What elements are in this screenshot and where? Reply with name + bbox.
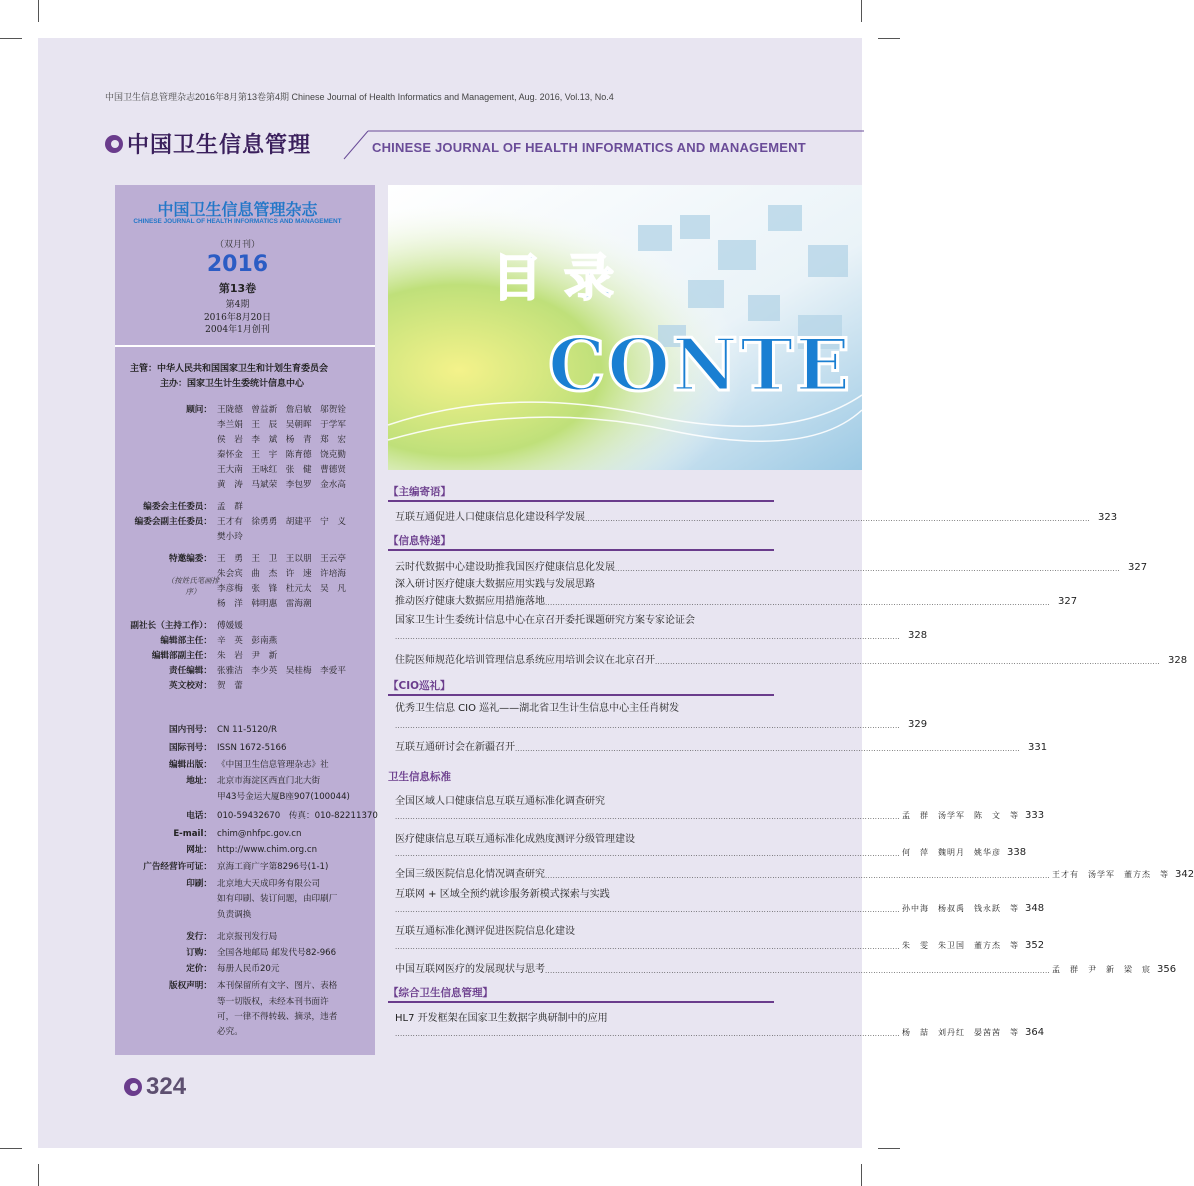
toc-leader-dots: ........................................................................................................................................................................................................ <box>545 872 1051 880</box>
toc-entry[interactable]: HL7 开发框架在国家卫生数据字典研制中的应用 <box>395 1013 608 1024</box>
toc-entry-page: 342 <box>1175 869 1194 880</box>
toc-entry[interactable] <box>395 903 1045 914</box>
pub-value: 负责调换 <box>217 910 252 920</box>
toc-entry[interactable] <box>395 865 1194 880</box>
toc-entry-page: 327 <box>1128 562 1148 573</box>
pub-label: 电话： <box>186 811 212 821</box>
pub-label: 发行： <box>186 932 212 942</box>
toc-leader-dots: ........................................................................................................................................................................................................ <box>395 850 901 858</box>
crop-mark <box>38 0 39 22</box>
toc-heading-en: CONTE <box>548 322 853 407</box>
toc-leader-dots: ........................................................................................................................................................................................................ <box>395 906 901 914</box>
pub-value: 必究。 <box>217 1027 243 1037</box>
toc-entry[interactable] <box>395 810 1045 821</box>
pub-value: 每册人民币20元 <box>217 964 280 974</box>
staff-value: 王陇德 曾益新 詹启敏 邬贺铨 <box>217 405 346 415</box>
pub-value: 如有印刷、装订问题，由印刷厂 <box>217 894 338 904</box>
toc-section: 【信息特递】 <box>388 533 774 548</box>
toc-entry-authors: 朱 雯 朱卫国 董方杰 等 <box>902 941 1020 950</box>
toc-entry-title: 全国三级医院信息化情况调查研究 <box>395 869 545 880</box>
staff-value: 辛 英 彭南燕 <box>217 636 278 646</box>
journal-frequency: （双月刊） <box>214 240 260 250</box>
logo-c-icon <box>124 1078 142 1096</box>
toc-entry[interactable] <box>395 630 928 641</box>
staff-value: 李兰娟 王 辰 吴朝晖 于学军 <box>217 420 346 430</box>
toc-entry[interactable] <box>395 651 1188 666</box>
toc-entry-title: 住院医师规范化培训管理信息系统应用培训会议在北京召开 <box>395 655 655 666</box>
toc-section: 卫生信息标准 <box>388 771 451 783</box>
staff-value: 贺 蕾 <box>217 681 243 691</box>
pub-value: 010-59432670 传真：010-82211370 <box>217 811 378 821</box>
toc-entry-page: 331 <box>1028 742 1048 753</box>
toc-entry[interactable]: 深入研讨医疗健康大数据应用实践与发展思路 <box>395 579 595 590</box>
toc-entry[interactable]: 优秀卫生信息 CIO 巡礼——湖北省卫生计生信息中心主任肖树发 <box>395 703 680 714</box>
toc-entry-authors: 孟 群 尹 新 梁 宸 <box>1052 965 1152 974</box>
staff-value: 孟 群 <box>217 502 243 512</box>
toc-entry[interactable] <box>395 1027 1045 1038</box>
toc-entry[interactable] <box>395 592 1078 607</box>
pub-label: 订购： <box>186 948 212 958</box>
special-note: （按姓氏笔画排序） <box>166 576 220 596</box>
pub-label: E-mail： <box>173 829 212 839</box>
logo-c-icon <box>105 135 123 153</box>
toc-leader-dots: ........................................................................................................................................................................................................ <box>615 565 1121 573</box>
toc-section: 【CIO巡礼】 <box>388 678 774 693</box>
toc-entry-page: 356 <box>1157 964 1177 975</box>
pub-value: 可，一律不得转载、摘录，违者 <box>217 1012 338 1022</box>
pub-label: 国际刊号： <box>169 743 212 753</box>
pub-label: 版权声明： <box>169 981 212 991</box>
crop-mark <box>861 0 862 22</box>
pub-label: 国内刊号： <box>169 725 212 735</box>
staff-value: 樊小玲 <box>217 532 243 542</box>
staff-label: 副社长（主持工作）： <box>130 621 212 631</box>
pub-value: chim@nhfpc.gov.cn <box>217 829 302 839</box>
toc-entry-title: 云时代数据中心建设助推我国医疗健康信息化发展 <box>395 562 615 573</box>
toc-leader-dots: ........................................................................................................................................................................................................ <box>545 967 1051 975</box>
toc-section: 【综合卫生信息管理】 <box>388 985 774 1000</box>
toc-entry-title: 中国互联网医疗的发展现状与思考 <box>395 964 545 975</box>
crop-mark <box>0 1148 22 1149</box>
masthead-panel <box>115 185 378 1055</box>
pub-label: 网址： <box>186 845 212 855</box>
toc-entry-page: 327 <box>1058 596 1078 607</box>
staff-value: 侯 岩 李 斌 杨 青 郑 宏 <box>217 435 346 445</box>
masthead-divider <box>115 345 375 347</box>
staff-value: 王才有 徐勇勇 胡建平 宁 义 <box>217 517 346 527</box>
toc-entry-authors: 孟 群 汤学军 陈 文 等 <box>902 811 1020 820</box>
toc-leader-dots: ........................................................................................................................................................................................................ <box>395 633 901 641</box>
pub-value: 《中国卫生信息管理杂志》社 <box>217 760 329 770</box>
toc-entry-page: 333 <box>1025 810 1045 821</box>
toc-leader-dots: ........................................................................................................................................................................................................ <box>585 515 1091 523</box>
staff-label: 编委会副主任委员： <box>134 517 212 527</box>
journal-issue: 第4期 <box>225 300 250 310</box>
masthead-supervisor: 主管：中华人民共和国国家卫生和计划生育委员会 <box>130 364 329 374</box>
toc-entry-authors: 王才有 汤学军 董方杰 等 <box>1052 870 1170 879</box>
toc-entry[interactable]: 互联互通标准化测评促进医院信息化建设 <box>395 926 575 937</box>
staff-label: 英文校对： <box>169 681 212 691</box>
staff-value: 傅媛媛 <box>217 621 243 631</box>
toc-entry-title: 推动医疗健康大数据应用措施落地 <box>395 596 545 607</box>
masthead-sponsor: 主办：国家卫生计生委统计信息中心 <box>160 379 305 389</box>
toc-entry-title: 互联互通研讨会在新疆召开 <box>395 742 515 753</box>
journal-year: 2016 <box>206 252 269 277</box>
staff-value: 朱会宾 曲 杰 许 速 许培海 <box>217 569 346 579</box>
toc-entry-authors: 何 萍 魏明月 姚华彦 <box>902 848 1002 857</box>
running-header: 中国卫生信息管理杂志2016年8月第13卷第4期 Chinese Journal of Health Informatics and Management, Aug. 2016, Vol.13, No.4 <box>105 92 614 102</box>
pub-value: ISSN 1672-5166 <box>217 743 287 753</box>
crop-mark <box>38 1164 39 1186</box>
pub-value: 北京地大天成印务有限公司 <box>217 879 321 889</box>
brand-title: 中国卫生信息管理 <box>127 133 312 158</box>
pub-label: 编辑出版： <box>169 760 212 770</box>
staff-label: 特邀编委： <box>169 554 212 564</box>
toc-entry-page: 328 <box>1168 655 1188 666</box>
toc-leader-dots: ........................................................................................................................................................................................................ <box>395 813 901 821</box>
brand-logo <box>105 128 311 159</box>
toc-entry-authors: 杨 喆 刘丹红 晏茜茜 等 <box>902 1028 1020 1037</box>
staff-label: 编辑部副主任： <box>151 651 212 661</box>
pub-value: 北京报刊发行局 <box>217 932 278 942</box>
journal-date: 2016年8月20日 <box>203 313 272 323</box>
toc-entry[interactable]: 医疗健康信息互联互通标准化成熟度测评分级管理建设 <box>395 834 635 845</box>
toc-entry[interactable] <box>395 719 928 730</box>
page-number: 324 <box>124 1073 186 1101</box>
toc-entry-page: 364 <box>1025 1027 1045 1038</box>
journal-volume: 第13卷 <box>218 282 257 295</box>
staff-value: 朱 岩 尹 新 <box>217 651 278 661</box>
toc-leader-dots: ........................................................................................................................................................................................................ <box>395 943 901 951</box>
toc-entry[interactable] <box>395 940 1045 951</box>
crop-mark <box>0 38 22 39</box>
toc-leader-dots: ........................................................................................................................................................................................................ <box>545 599 1051 607</box>
brand-title-en: CHINESE JOURNAL OF HEALTH INFORMATICS AND MANAGEMENT <box>372 140 806 155</box>
toc-leader-dots: ........................................................................................................................................................................................................ <box>395 722 901 730</box>
pub-value: CN 11-5120/R <box>217 725 277 735</box>
staff-value: 黄 涛 马斌荣 李包罗 金水高 <box>217 480 346 490</box>
pub-label: 印刷： <box>186 879 212 889</box>
toc-section: 【主编寄语】 <box>388 484 774 499</box>
crop-mark <box>878 38 900 39</box>
toc-entry-title: 互联互通促进人口健康信息化建设科学发展 <box>395 512 585 523</box>
toc-entry-page: 323 <box>1098 512 1118 523</box>
toc-entry[interactable] <box>395 960 1177 975</box>
staff-label: 编辑部主任： <box>160 636 212 646</box>
toc-entry-page: 352 <box>1025 940 1045 951</box>
staff-value: 李彦梅 张 锋 杜元太 吴 凡 <box>217 584 346 594</box>
staff-value: 杨 洋 韩明惠 雷海潮 <box>217 599 312 609</box>
staff-value: 王 勇 王 卫 王以朋 王云亭 <box>217 554 346 564</box>
toc-leader-dots: ........................................................................................................................................................................................................ <box>655 658 1161 666</box>
staff-value: 张雅洁 李少英 吴桂梅 李爱平 <box>217 666 346 676</box>
pub-value: 甲43号金运大厦B座907(100044) <box>217 792 350 802</box>
toc-entry[interactable] <box>395 738 1048 753</box>
pub-label: 地址： <box>186 776 212 786</box>
crop-mark <box>861 1164 862 1186</box>
staff-label: 责任编辑： <box>169 666 212 676</box>
toc-entry-page: 338 <box>1007 847 1027 858</box>
toc-entry[interactable]: 国家卫生计生委统计信息中心在京召开委托课题研究方案专家论证会 <box>395 615 695 626</box>
toc-entry[interactable] <box>395 558 1148 573</box>
pub-value: http://www.chim.org.cn <box>217 845 318 855</box>
staff-label: 顾问： <box>186 405 212 415</box>
toc-leader-dots: ........................................................................................................................................................................................................ <box>515 745 1021 753</box>
pub-value: 全国各地邮局 邮发代号82-966 <box>217 948 337 958</box>
pub-value: 本刊保留所有文字、图片、表格 <box>217 981 338 991</box>
pub-label: 广告经营许可证： <box>143 862 212 872</box>
journal-founded: 2004年1月创刊 <box>205 325 270 335</box>
crop-mark <box>878 1148 900 1149</box>
toc-entry[interactable]: 互联网 + 区域全预约就诊服务新模式探索与实践 <box>395 889 610 900</box>
journal-title-en: CHINESE JOURNAL OF HEALTH INFORMATICS AND MANAGEMENT <box>133 218 342 225</box>
toc-entry-authors: 孙中海 杨叔禹 钱永跃 等 <box>902 904 1020 913</box>
journal-title: 中国卫生信息管理杂志 <box>157 200 318 219</box>
toc-heading-cn: 目录 <box>492 249 636 307</box>
staff-label: 编委会主任委员： <box>143 502 212 512</box>
staff-value: 秦怀金 王 宇 陈育德 饶克勤 <box>217 450 346 460</box>
toc-entry-page: 348 <box>1025 903 1045 914</box>
pub-value: 京海工商广字第8296号(1-1) <box>217 862 329 872</box>
toc-leader-dots: ........................................................................................................................................................................................................ <box>395 1030 901 1038</box>
toc-entry-page: 328 <box>908 630 928 641</box>
toc-entry[interactable]: 全国区域人口健康信息互联互通标准化调查研究 <box>395 796 605 807</box>
toc-entry-page: 329 <box>908 719 928 730</box>
pub-label: 定价： <box>186 964 212 974</box>
staff-value: 王大南 王咏红 张 健 曹德贤 <box>217 465 346 475</box>
toc-entry[interactable] <box>395 847 1027 858</box>
toc-entry[interactable] <box>395 508 1118 523</box>
pub-value: 等一切版权，未经本刊书面许 <box>217 997 329 1007</box>
pub-value: 北京市海淀区西直门北大街 <box>217 776 321 786</box>
